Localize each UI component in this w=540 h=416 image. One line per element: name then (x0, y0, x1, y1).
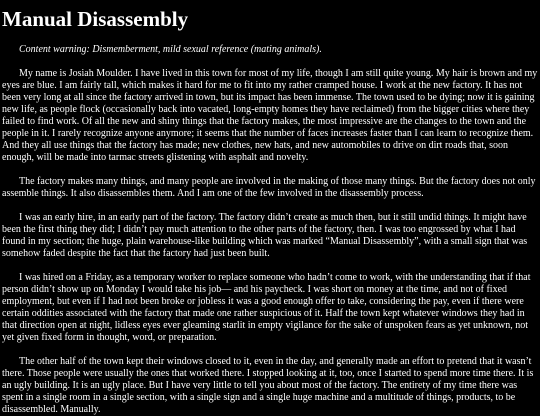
paragraph-4: I was hired on a Friday, as a temporary worker to replace someone who hadn’t come to work, with the understanding that if that person didn’t show up on Monday I would take his job— and his paycheck. I was short on money at the time, and not of fixed employment, but even if I had not been broke or jobless it was a good enough offer to take, considering the pay, even if there were certain oddities associated with the factory that made one rather suspicious of it. Half the town kept whatever windows they had in that direction open at night, lidless eyes ever gleaming starlit in empty vigilance for the sake of unspoken fears as yet unknown, not yet given fixed form in thought, word, or preparation. (2, 272, 531, 343)
paragraph-2: The factory makes many things, and many people are involved in the making of those many things. But the factory does not only assemble things. It also disassembles them. And I am one of the few involved in the disassembly process. (2, 176, 536, 199)
paragraph-5: The other half of the town kept their windows closed to it, even in the day, and generally made an effort to pretend that it wasn’t there. Those people were usually the ones that worked there. I stopped looking at it, too, once I started to spend more time there. It is an ugly building. It is an ugly place. But I have very little to tell you about most of the factory. The entirety of my time there was spent in a single room in a single section, with a single sign and a single huge machine and a multitude of things, products, to be disassembled. Manually. (2, 356, 534, 415)
document-title: Manual Disassembly (2, 7, 189, 31)
paragraph-3: I was an early hire, in an early part of the factory. The factory didn’t create as much then, but it still undid things. It might have been the first thing they did; I didn’t pay much attention to the other parts of the factory, then. I was too engrossed by what I had found in my section; the huge, plain warehouse-like building which was marked “Manual Disassembly”, with a small sign that was somehow faded despite the fact that the factory had just been built. (2, 212, 528, 259)
paragraph-1: My name is Josiah Moulder. I have lived in this town for most of my life, though I am still quite young. My hair is brown and my eyes are blue. I am fairly tall, which makes it hard for me to fit into my rather cramped house. I work at the new factory. It has not been very long at all since the factory arrived in town, but its impact has been immense. The town used to be dying; now it is gaining new life, as people flock (occasionally back into vacated, long-empty homes they have reclaimed) from the bigger cities where they failed to find work. Of all the new and shiny things that the factory makes, the most impressive are the changes to the town and the people in it. I rarely recognize anyone anymore; it seems that the number of faces increases faster than I can learn to recognize them. And they all use things that the factory has made; new clothes, new hats, and new automobiles to drive on dirt roads that, soon enough, will be made into tarmac streets glistening with asphalt and novelty. (2, 68, 538, 163)
content-warning: Content warning: Dismemberment, mild sexual reference (mating animals). (19, 44, 322, 55)
